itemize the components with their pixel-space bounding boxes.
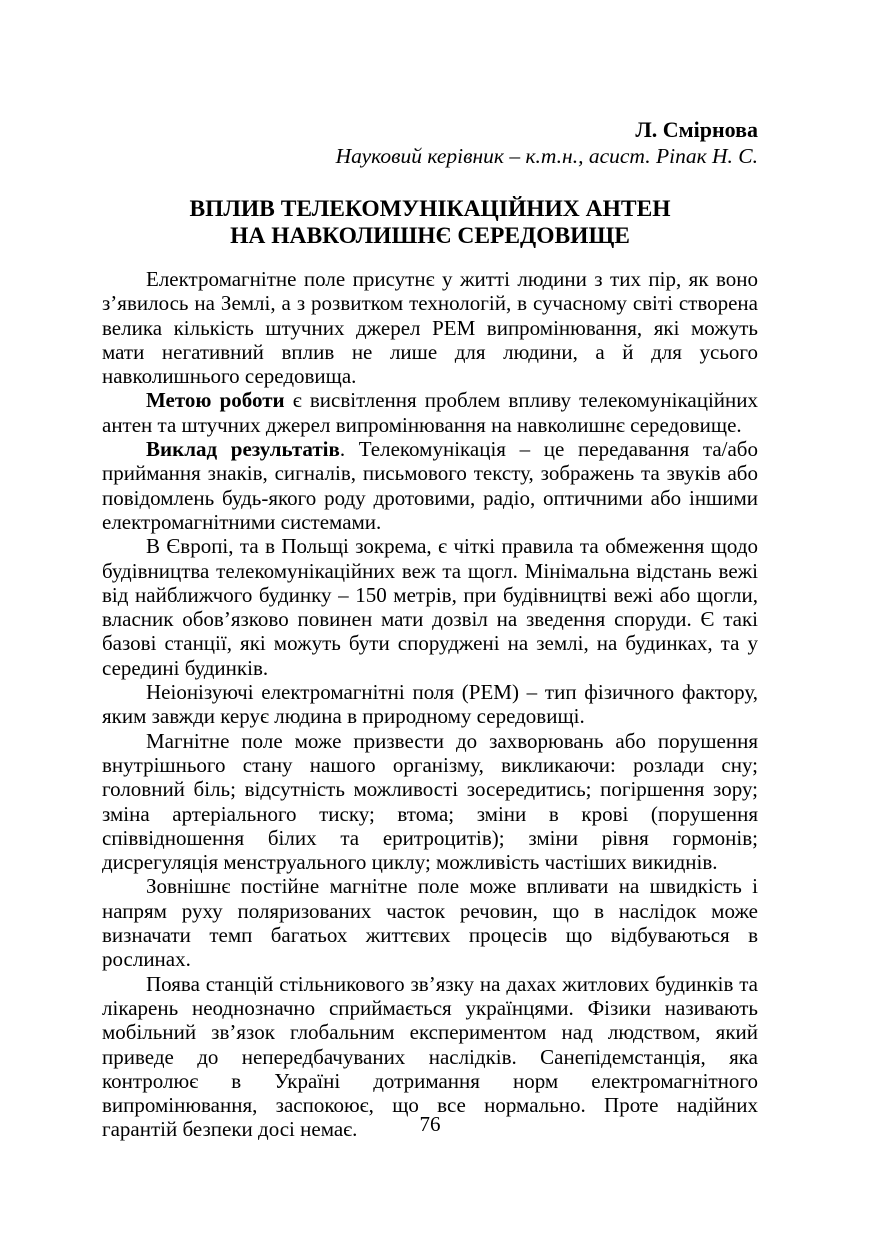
article-title-line-1: ВПЛИВ ТЕЛЕКОМУНІКАЦІЙНИХ АНТЕН bbox=[189, 196, 671, 222]
paragraph-health-effects bbox=[102, 729, 758, 875]
article-title-line-2: НА НАВКОЛИШНЄ СЕРЕДОВИЩЕ bbox=[230, 223, 630, 249]
paragraph-goal bbox=[102, 388, 758, 437]
paragraph-results bbox=[102, 437, 758, 534]
paragraph-europe-rules bbox=[102, 534, 758, 680]
paragraph-text: Зовнішнє постійне магнітне поле може впливати на швидкість і напрям руху поляризованих часток речовин, що в наслідок може визначати темп багатьох життєвих процесів що відбуваються в рослинах. bbox=[102, 874, 758, 972]
paragraph-text: Магнітне поле може призвести до захворювань або порушення внутрішнього стану нашого організму, викликаючи: розлади сну; головний біль; відсутність можливості зосередитись; погіршення зору; зміна артеріального тиску; втома; зміни в крові (порушення співвідношення білих та еритроцитів); зміни рівня гормонів; дисрегуляція менструального циклу; можливість частіших викиднів. bbox=[102, 728, 758, 875]
paragraph-plants-effects bbox=[102, 874, 758, 971]
page-content bbox=[102, 116, 758, 1142]
paragraph-text: . Телекомунікація – це передавання та/або приймання знаків, сигналів, письмового тексту, зображень та звуків або повідомлень будь-якого роду дротовими, радіо, оптичними або іншими електромагнітними системами. bbox=[102, 437, 758, 534]
supervisor-line: Науковий керівник – к.т.н., асист. Ріпак Н. С. bbox=[335, 144, 758, 168]
article-title bbox=[102, 196, 758, 250]
paragraph-text: Електромагнітне поле присутнє у житті людини з тих пір, як воно з’явилось на Землі, а з розвитком технологій, в сучасному світі створена велика кількість штучних джерел РЕМ випромінювання, які можуть мати негативний вплив не лише для людини, а й для усього навколишнього середовища. bbox=[102, 267, 758, 389]
paragraph-lead: Виклад результатів bbox=[146, 437, 340, 462]
paragraph-text: Неіонізуючі електромагнітні поля (РЕМ) – тип фізичного фактору, яким завжди керує людина в природному середовищі. bbox=[102, 680, 758, 729]
paragraph-text: є висвітлення проблем впливу телекомунікаційних антен та штучних джерел випромінювання на навколишнє середовище. bbox=[102, 388, 759, 437]
paragraph-lead: Метою роботи bbox=[146, 388, 285, 413]
page-number: 76 bbox=[419, 1112, 441, 1136]
article-body bbox=[102, 267, 758, 1142]
paragraph-text: В Європі, та в Польщі зокрема, є чіткі правила та обмеження щодо будівництва телекомунікаційних веж та щогл. Мінімальна відстань вежі від найближчого будинку – 150 метрів, при будівництві вежі або щогли, власник обов’язково повинен мати дозвіл на зведення споруди. Є такі базові станції, які можуть бути споруджені на землі, на будинках, та у середині будинків. bbox=[102, 534, 758, 680]
paragraph-intro bbox=[102, 267, 758, 388]
paragraph-nonionizing-fields bbox=[102, 680, 758, 729]
paragraph-text: Поява станцій стільникового зв’язку на дахах житлових будинків та лікарень неоднозначно сприймається українцями. Фізики називають мобільний зв’язок глобальним експериментом над людством, який приведе до непередбачуваних наслідків. Санепідемстанція, яка контролює в Україні дотримання норм електромагнітного випромінювання, заспокоює, що все нормально. Проте надійних гарантій безпеки досі немає. bbox=[102, 971, 758, 1142]
author-name: Л. Смірнова bbox=[635, 117, 758, 142]
